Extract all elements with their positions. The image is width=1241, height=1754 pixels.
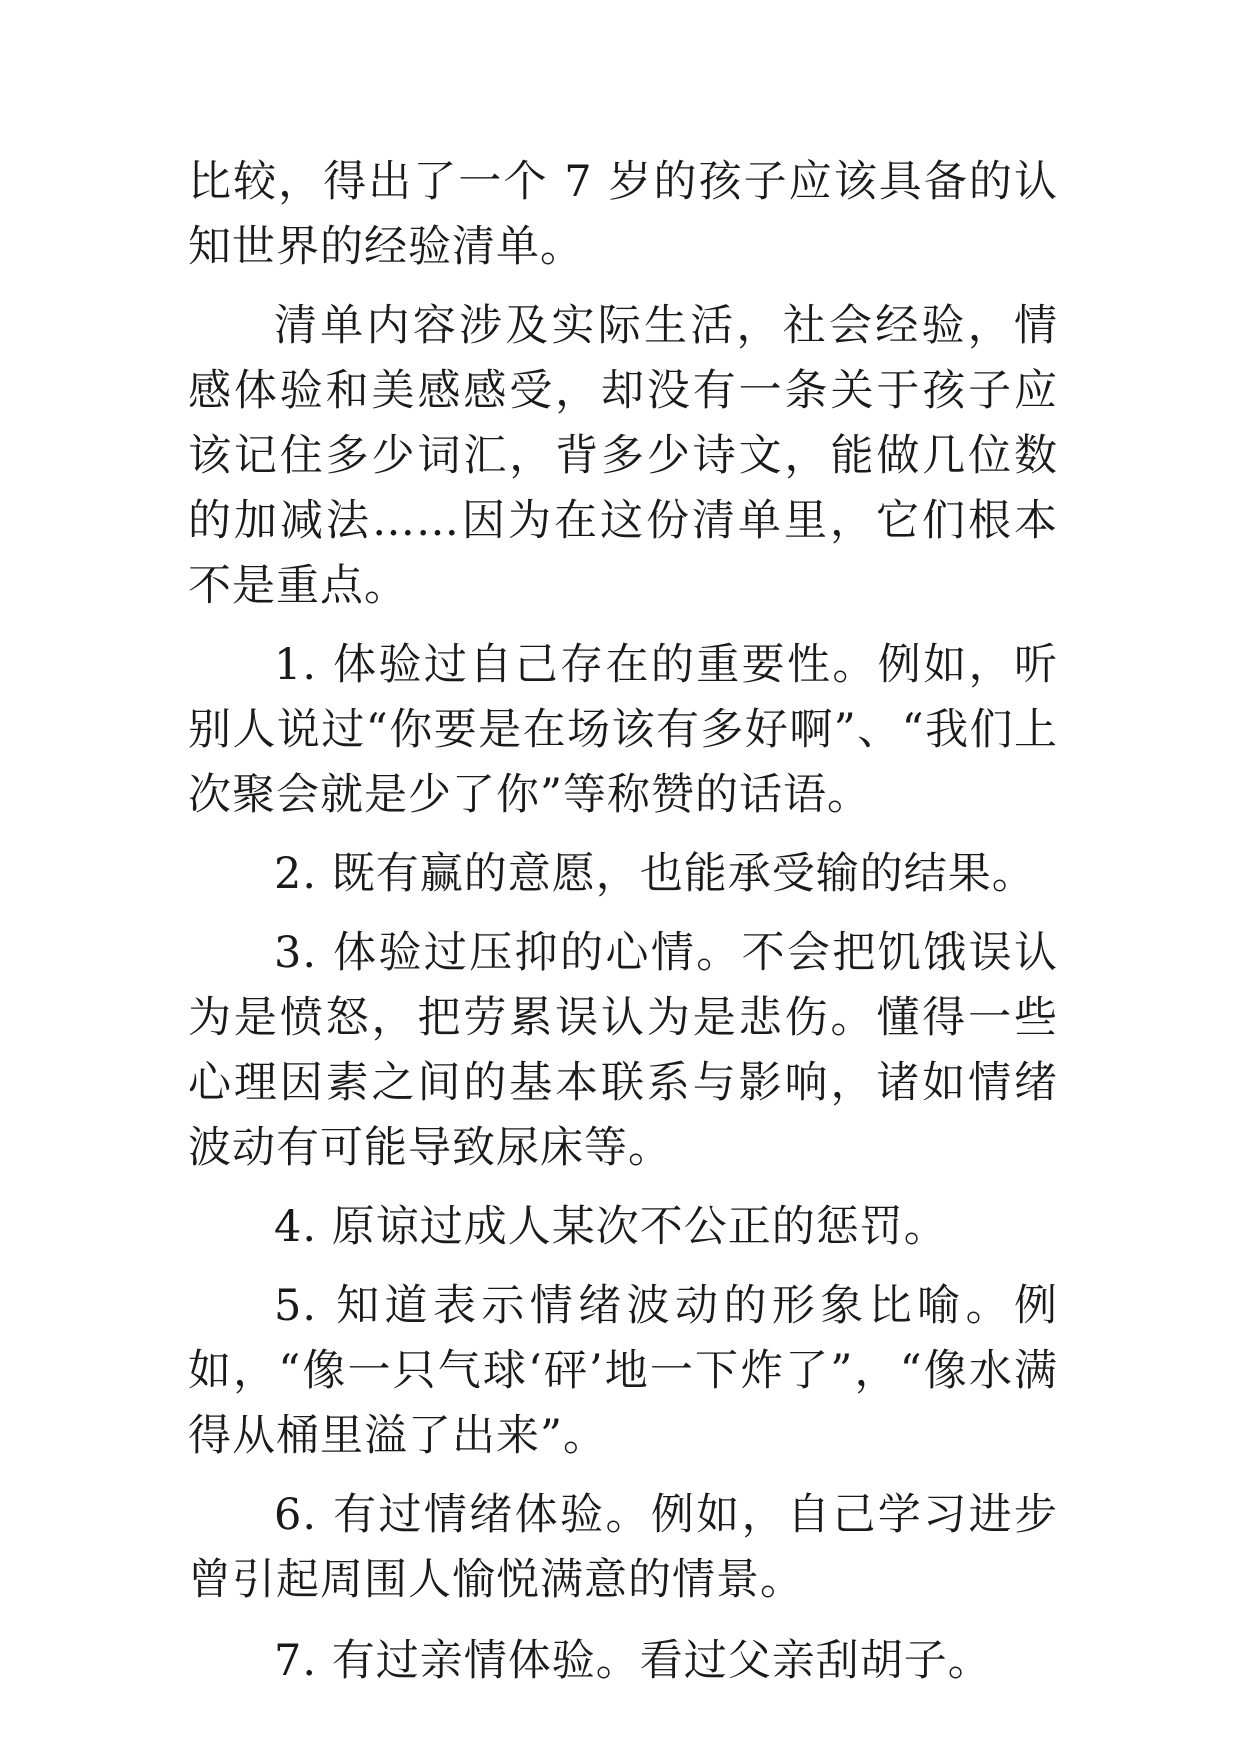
list-item-5: 5. 知道表示情绪波动的形象比喻。例如，“像一只气球‘砰’地一下炸了”，“像水满得从桶里溢了出来”。 — [188, 1281, 1058, 1461]
paragraph-checklist-intro: 清单内容涉及实际生活，社会经验，情感体验和美感感受，却没有一条关于孩子应该记住多少词汇，背多少诗文，能做几位数的加减法……因为在这份清单里，它们根本不是重点。 — [188, 301, 1058, 611]
body-text — [188, 150, 1058, 1694]
list-item-2: 2. 既有赢的意愿，也能承受输的结果。 — [274, 849, 1036, 899]
list-item-6: 6. 有过情绪体验。例如，自己学习进步曾引起周围人愉悦满意的情景。 — [188, 1490, 1058, 1605]
paragraph-continuation: 比较，得出了一个 7 岁的孩子应该具备的认知世界的经验清单。 — [188, 157, 1058, 272]
list-item-4: 4. 原谅过成人某次不公正的惩罚。 — [274, 1202, 948, 1252]
list-item-7: 7. 有过亲情体验。看过父亲刮胡子。 — [274, 1636, 992, 1686]
list-item-3: 3. 体验过压抑的心情。不会把饥饿误认为是愤怒，把劳累误认为是悲伤。懂得一些心理因素之间的基本联系与影响，诸如情绪波动有可能导致尿床等。 — [188, 928, 1058, 1173]
list-item-1: 1. 体验过自己存在的重要性。例如，听别人说过“你要是在场该有多好啊”、“我们上次聚会就是少了你”等称赞的话语。 — [188, 640, 1058, 820]
